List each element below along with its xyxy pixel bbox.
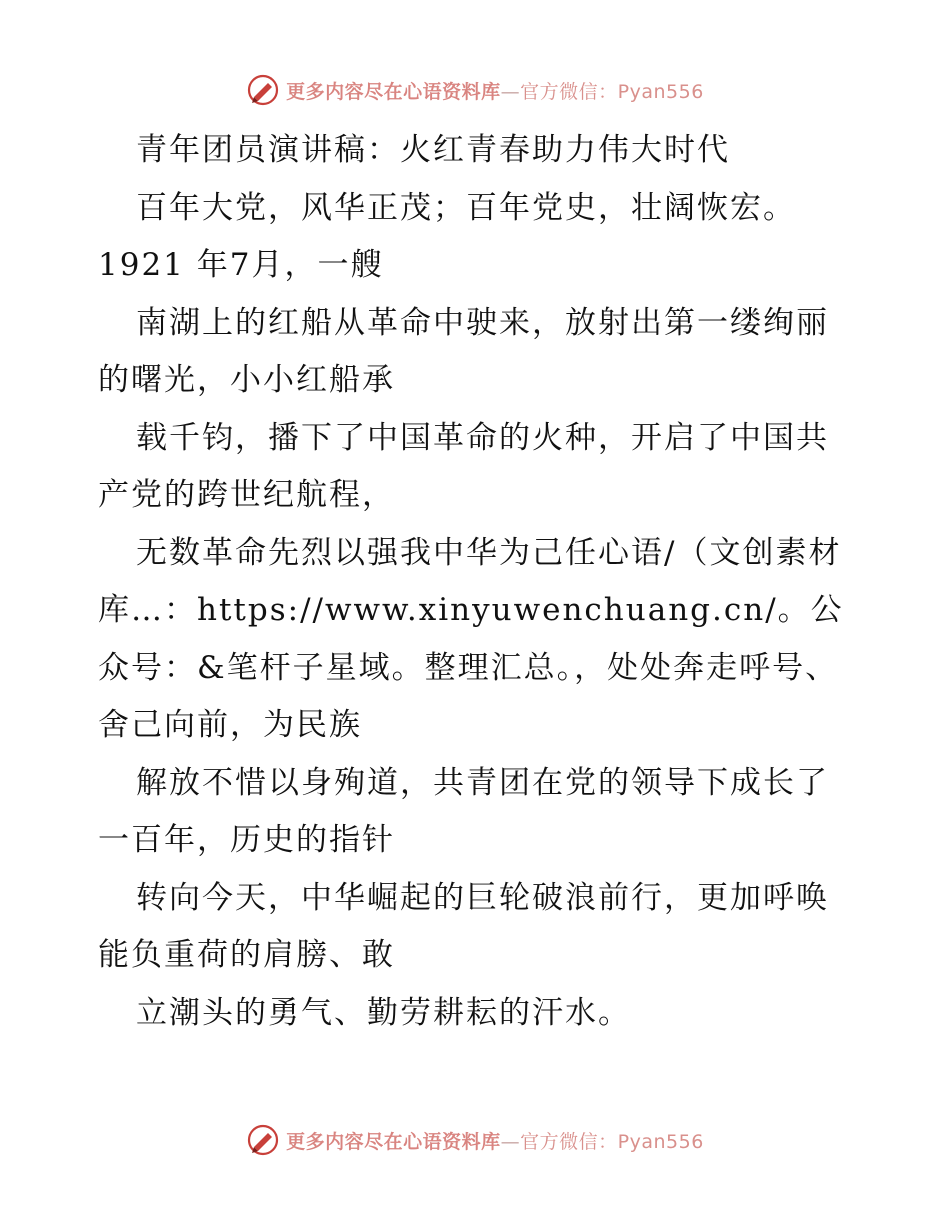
footer-banner-dash: — [500, 1130, 521, 1153]
pen-logo-icon [246, 73, 280, 107]
header-banner-wechat: 官方微信：Pyan556 [520, 80, 704, 103]
header-banner-main: 更多内容尽在心语资料库 [286, 80, 501, 103]
header-banner [0, 70, 950, 110]
paragraph-7: 立潮头的勇气、勤劳耕耘的汗水。 [136, 994, 631, 1031]
header-banner-dash: — [500, 80, 521, 103]
paragraph-2: 南湖上的红船从革命中驶来，放射出第一缕绚丽的曙光，小小红船承 [98, 304, 829, 398]
paragraph-1: 百年大党，风华正茂；百年党史，壮阔恢宏。1921 年7月，一艘 [98, 189, 796, 283]
footer-banner-wechat: 官方微信：Pyan556 [520, 1130, 704, 1153]
doc-title: 青年团员演讲稿：火红青春助力伟大时代 [136, 132, 730, 168]
footer-banner [0, 1120, 950, 1160]
pen-logo-icon [246, 1123, 280, 1157]
paragraph-5: 解放不惜以身殉道，共青团在党的领导下成长了一百年，历史的指针 [98, 764, 829, 858]
paragraph-4: 无数革命先烈以强我中华为己任心语/（文创素材库…：https://www.xinyuwenchuang.cn/。公众号：&笔杆子星域。整理汇总。，处处奔走呼号、舍己向前，为民族 [98, 534, 844, 743]
header-banner-text [286, 77, 704, 104]
paragraph-6: 转向今天，中华崛起的巨轮破浪前行，更加呼唤能负重荷的肩膀、敢 [98, 879, 829, 973]
paragraph-3: 载千钧，播下了中国革命的火种，开启了中国共产党的跨世纪航程， [98, 419, 829, 513]
footer-banner-text [286, 1127, 704, 1154]
document-body [98, 122, 858, 1042]
footer-banner-main: 更多内容尽在心语资料库 [286, 1130, 501, 1153]
